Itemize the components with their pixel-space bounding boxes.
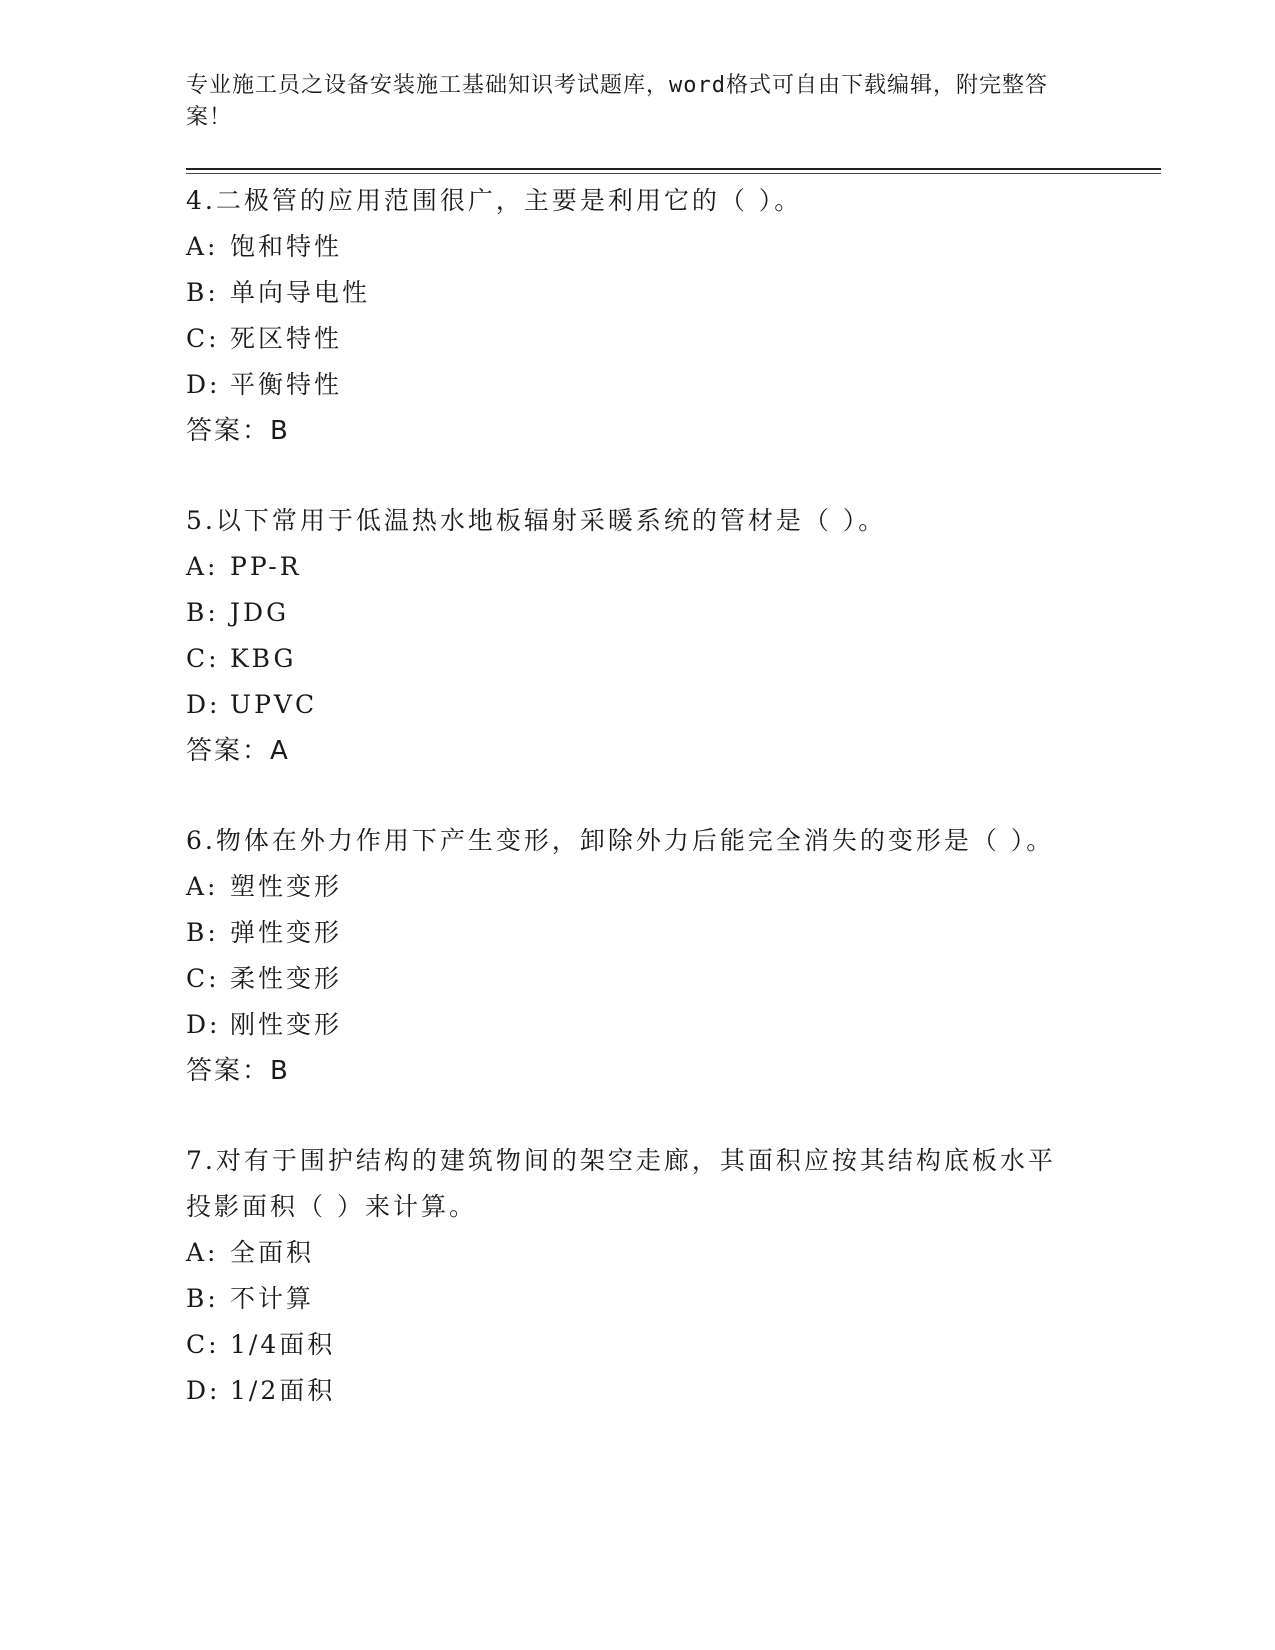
option-letter: C: (186, 324, 220, 353)
option-b (186, 590, 1161, 636)
option-text: JDG (230, 598, 290, 627)
option-letter: B: (186, 598, 219, 627)
answer-text: 答案：A (186, 736, 290, 766)
option-text: KBG (230, 644, 297, 673)
option-letter: A: (186, 1238, 219, 1267)
option-b (186, 910, 1161, 956)
question-title: 4.二极管的应用范围很广，主要是利用它的（ ）。 (186, 186, 803, 215)
option-letter: A: (186, 872, 219, 901)
question-title: 7.对有于围护结构的建筑物间的架空走廊，其面积应按其结构底板水平投影面积（ ）来计算。 (186, 1146, 1056, 1221)
question-title: 6.物体在外力作用下产生变形，卸除外力后能完全消失的变形是（ ）。 (186, 826, 1055, 855)
option-c (186, 1322, 1161, 1368)
option-text: 不计算 (230, 1284, 315, 1313)
option-letter: C: (186, 1330, 220, 1359)
question-6 (186, 818, 1161, 1094)
question-title: 5.以下常用于低温热水地板辐射采暖系统的管材是（ ）。 (186, 506, 887, 535)
option-text: 塑性变形 (230, 872, 343, 901)
option-c (186, 316, 1161, 362)
answer-text: 答案：B (186, 416, 290, 446)
option-c (186, 956, 1161, 1002)
option-a (186, 864, 1161, 910)
question-4 (186, 178, 1161, 454)
option-text: 平衡特性 (230, 370, 343, 399)
option-d (186, 362, 1161, 408)
question-5 (186, 498, 1161, 774)
option-text: 弹性变形 (230, 918, 343, 947)
option-d (186, 1002, 1161, 1048)
option-letter: D: (186, 1010, 221, 1039)
answer-text: 答案：B (186, 1056, 290, 1086)
option-d (186, 1368, 1161, 1414)
option-text: 1/4面积 (230, 1330, 336, 1359)
option-letter: B: (186, 918, 219, 947)
option-letter: C: (186, 964, 220, 993)
option-letter: A: (186, 232, 219, 261)
option-a (186, 544, 1161, 590)
option-letter: D: (186, 370, 221, 399)
option-b (186, 270, 1161, 316)
option-b (186, 1276, 1161, 1322)
option-text: PP-R (230, 552, 302, 581)
option-letter: B: (186, 278, 219, 307)
option-text: 死区特性 (230, 324, 343, 353)
option-letter: A: (186, 552, 219, 581)
option-a (186, 1230, 1161, 1276)
option-text: 全面积 (230, 1238, 315, 1267)
document-header: 专业施工员之设备安装施工基础知识考试题库，word格式可自由下载编辑，附完整答案！ (186, 73, 1048, 130)
option-a (186, 224, 1161, 270)
option-text: 单向导电性 (230, 278, 371, 307)
document-page (186, 70, 1161, 1414)
option-letter: D: (186, 690, 221, 719)
option-d (186, 682, 1161, 728)
header-divider (186, 168, 1161, 170)
option-text: 刚性变形 (230, 1010, 343, 1039)
option-text: 饱和特性 (230, 232, 343, 261)
option-letter: C: (186, 644, 220, 673)
question-7 (186, 1138, 1161, 1414)
option-letter: B: (186, 1284, 219, 1313)
option-text: 1/2面积 (230, 1376, 336, 1405)
option-text: 柔性变形 (230, 964, 343, 993)
option-c (186, 636, 1161, 682)
option-letter: D: (186, 1376, 221, 1405)
option-text: UPVC (230, 690, 318, 719)
